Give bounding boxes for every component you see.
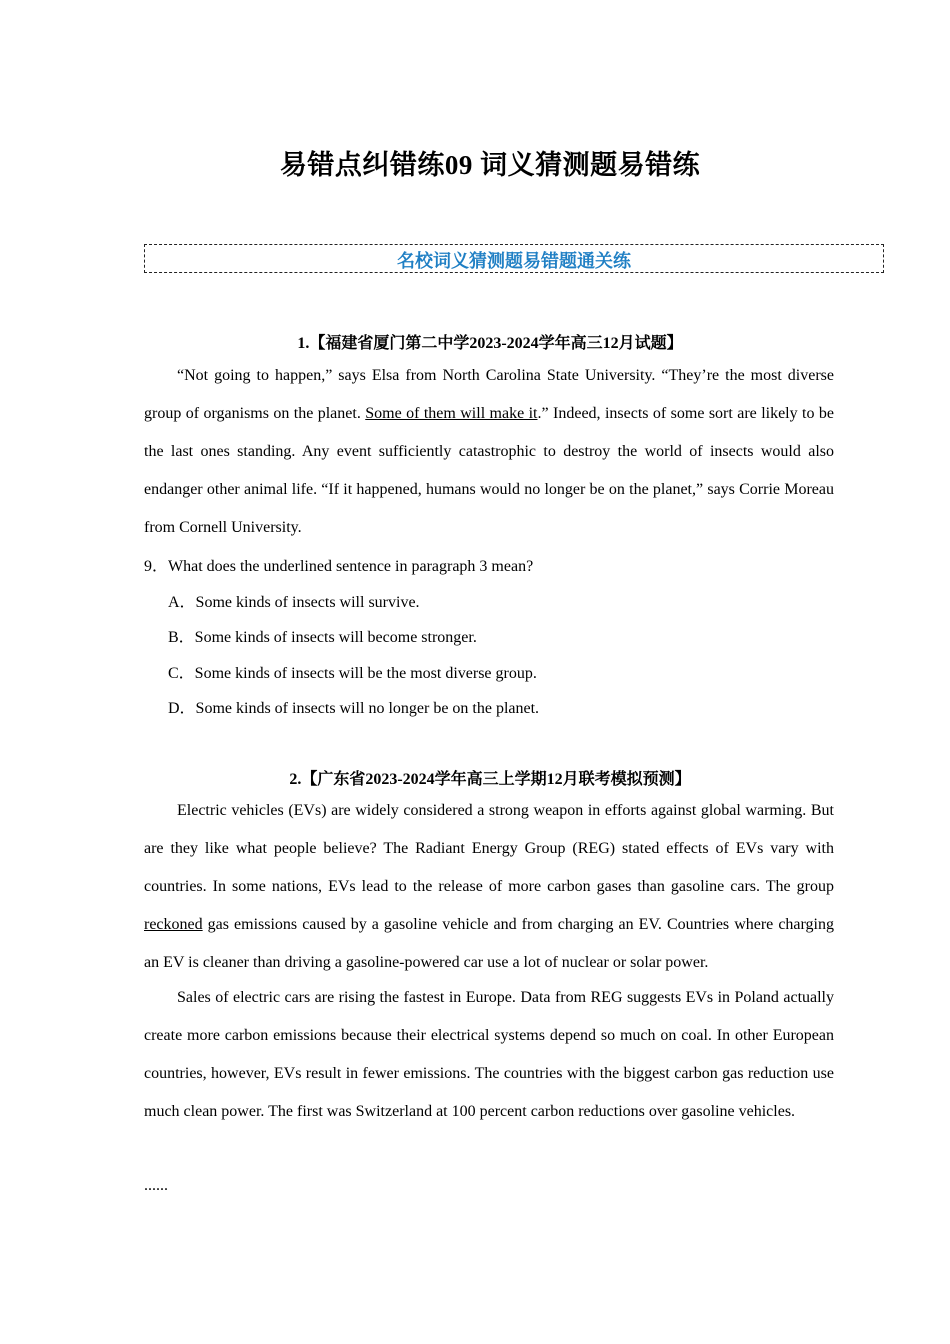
underlined-sentence: Some of them will make it bbox=[365, 405, 538, 422]
banner-title: 名校词义猜测题易错题通关练 bbox=[397, 251, 631, 272]
question-2-heading: 2.【广东省2023-2024学年高三上学期12月联考模拟预测】 bbox=[289, 771, 691, 788]
section-banner bbox=[144, 244, 884, 273]
passage-text: “Not going to happen,” says Elsa from North Carolina State University. “They’re the most diverse group of organisms on the planet. bbox=[144, 367, 834, 422]
passage-text: gas emissions caused by a gasoline vehicle and from charging an EV. Countries where charging an EV is cleaner than driving a gasoline-powered car use a lot of nuclear or solar power. bbox=[144, 916, 834, 971]
option-d: D．Some kinds of insects will no longer be on the planet. bbox=[168, 700, 540, 717]
question-1-heading: 1.【福建省厦门第二中学2023-2024学年高三12月试题】 bbox=[297, 335, 683, 352]
passage-text: .” Indeed, insects of some sort are likely to be the last ones standing. Any event sufficiently catastrophic to destroy the world of insects would also endanger other animal life. “If it happened, humans would no longer be on the planet,” says Corrie Moreau from Cornell University. bbox=[144, 405, 834, 536]
question-2-passage-2: Sales of electric cars are rising the fastest in Europe. Data from REG suggests EVs in Poland actually create more carbon emissions because their electrical systems depend so much on coal. In other European countries, however, EVs result in fewer emissions. The countries with the biggest carbon gas reduction use much clean power. The first was Switzerland at 100 percent carbon reductions over gasoline vehicles. bbox=[144, 989, 834, 1120]
option-c: C．Some kinds of insects will be the most diverse group. bbox=[168, 665, 537, 682]
passage-text: Electric vehicles (EVs) are widely considered a strong weapon in efforts against global warming. But are they like what people believe? The Radiant Energy Group (REG) stated effects of EVs vary with countries. In some nations, EVs lead to the release of more carbon gases than gasoline cars. The group bbox=[144, 802, 834, 895]
underlined-word: reckoned bbox=[144, 916, 203, 933]
question-2-passage-1 bbox=[144, 792, 834, 982]
option-b: B．Some kinds of insects will become stronger. bbox=[168, 629, 477, 646]
question-9-text: 9．What does the underlined sentence in paragraph 3 mean? bbox=[144, 558, 534, 575]
question-1-passage bbox=[144, 357, 834, 547]
page-title: 易错点纠错练09 词义猜测题易错练 bbox=[279, 150, 701, 180]
option-a: A．Some kinds of insects will survive. bbox=[168, 594, 420, 611]
ellipsis: ...... bbox=[144, 1177, 168, 1194]
